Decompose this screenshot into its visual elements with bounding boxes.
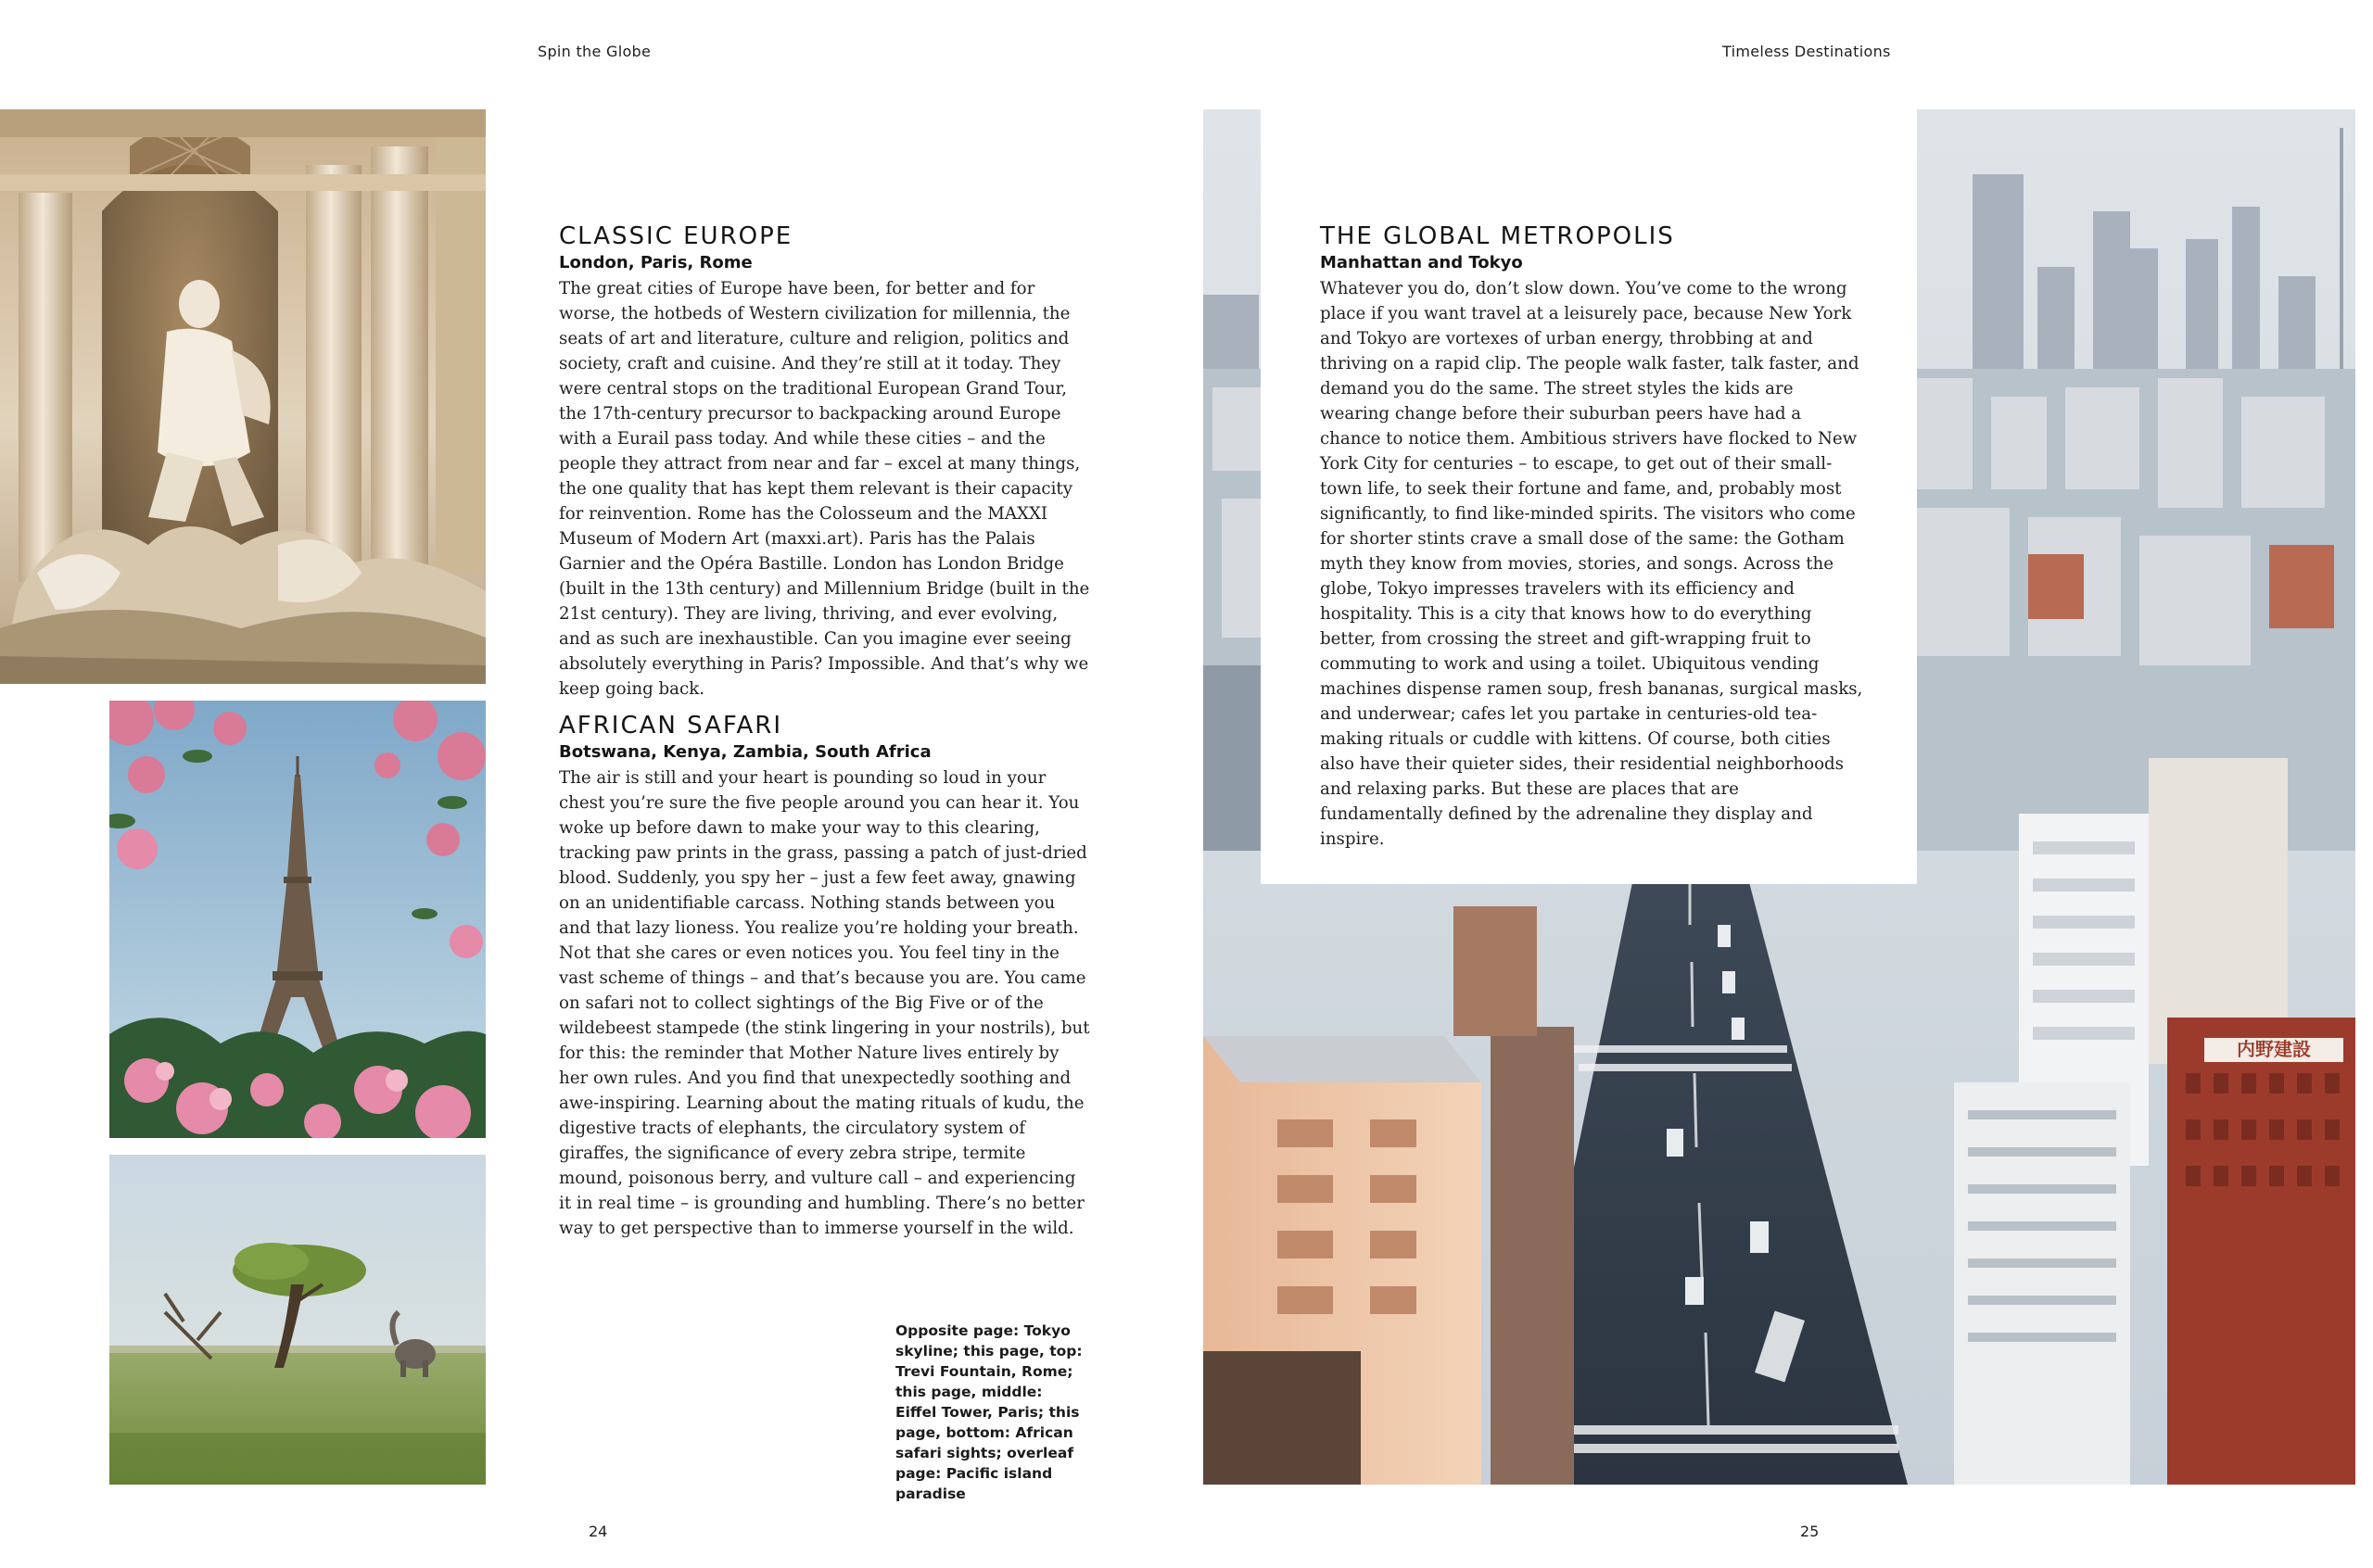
african-safari-title: AFRICAN SAFARI: [559, 712, 782, 740]
running-head-right: Timeless Destinations: [1722, 43, 1891, 60]
global-metropolis-section: [1320, 222, 1867, 852]
african-safari-body: The air is still and your heart is pounding so loud in your chest you’re sure the five people around you can hear it. You woke up before dawn to make your way to this clearing, tracking paw prints in the grass, passing a patch of just-dried blood. Suddenly, you spy her – just a few feet away, gnawing on an unidentifiable carcass. Nothing stands between you and that lazy lioness. You realize you’re holding your breath. Not that she cares or even notices you. You feel tiny in the vast scheme of things – and that’s because you are. You came on safari not to collect sightings of the Big Five or of the wildebeest stampede (the stink lingering in your nostrils), but for this: the reminder that Mother Nature lives entirely by her own rules. And you find that unexpectedly soothing and awe-inspiring. Learning about the mating rituals of kudu, the digestive tracts of elephants, the circulatory system of giraffes, the significance of every zebra stripe, termite mound, poisonous berry, and vulture call – and experiencing it in real time – is grounding and humbling. There’s no better way to get perspective than to immerse yourself in the wild.: [559, 768, 1090, 1238]
classic-europe-section: [559, 222, 1092, 702]
global-metropolis-title: THE GLOBAL METROPOLIS: [1320, 222, 1675, 250]
eiffel-tower-photo: [109, 701, 486, 1138]
page-number-left: 24: [589, 1523, 608, 1540]
running-head-left: Spin the Globe: [538, 43, 652, 60]
page-number-right: 25: [1800, 1523, 1820, 1540]
classic-europe-subtitle: London, Paris, Rome: [559, 253, 753, 272]
classic-europe-body: The great cities of Europe have been, for better and for worse, the hotbeds of Western civilization for millennia, the seats of art and literature, culture and religion, politics and society, craft and cuisine. And they’re still at it today. They were central stops on the traditional European Grand Tour, the 17th-century precursor to backpacking around Europe with a Eurail pass today. And while these cities – and the people they attract from near and far – excel at many things, the one quality that has kept them relevant is their capacity for reinvention. Rome has the Colosseum and the MAXXI Museum of Modern Art (maxxi.art). Paris has the Palais Garnier and the Opéra Bastille. London has London Bridge (built in the 13th century) and Millennium Bridge (built in the 21st century). They are living, thriving, and ever evolving, and as such are inexhaustible. Can you imagine ever seeing absolutely everything in Paris? Impossible. And that’s why we keep going back.: [559, 279, 1090, 699]
building-sign-text: 内野建設: [2237, 1038, 2311, 1060]
photo-caption: Opposite page: Tokyo skyline; this page, top: Trevi Fountain, Rome; this page, middle: Eiffel Tower, Paris; this page, bottom: African safari sights; overleaf page: Pacific island paradise: [895, 1322, 1083, 1502]
trevi-fountain-photo: [0, 109, 486, 684]
global-metropolis-subtitle: Manhattan and Tokyo: [1320, 253, 1523, 272]
african-safari-photo: [109, 1155, 486, 1485]
african-safari-subtitle: Botswana, Kenya, Zambia, South Africa: [559, 742, 932, 762]
global-metropolis-body: Whatever you do, don’t slow down. You’ve come to the wrong place if you want travel at a leisurely pace, because New York and Tokyo are vortexes of urban energy, throbbing at and thriving on a rapid clip. The people walk faster, talk faster, and demand you do the same. The street styles the kids are wearing change before their suburban peers have had a chance to notice them. Ambitious strivers have flocked to New York City for centuries – to escape, to get out of their small-town life, to seek their fortune and fame, and, probably most significantly, to find like-minded spirits. The visitors who come for shorter stints crave a small dose of the same: the Gotham myth they know from movies, stories, and songs. Across the globe, Tokyo impresses travelers with its efficiency and hospitality. This is a city that knows how to do everything better, from crossing the street and gift-wrapping fruit to commuting to work and using a toilet. Ubiquitous vending machines dispense ramen soup, fresh bananas, surgical masks, and underwear; cafes let you partake in centuries-old tea-making rituals or cuddle with kittens. Of course, both cities also have their quieter sides, their residential neighborhoods and relaxing parks. But these are places that are fundamentally defined by the adrenaline they display and inspire.: [1320, 279, 1863, 849]
african-safari-section: [559, 712, 1092, 1241]
classic-europe-title: CLASSIC EUROPE: [559, 222, 793, 250]
